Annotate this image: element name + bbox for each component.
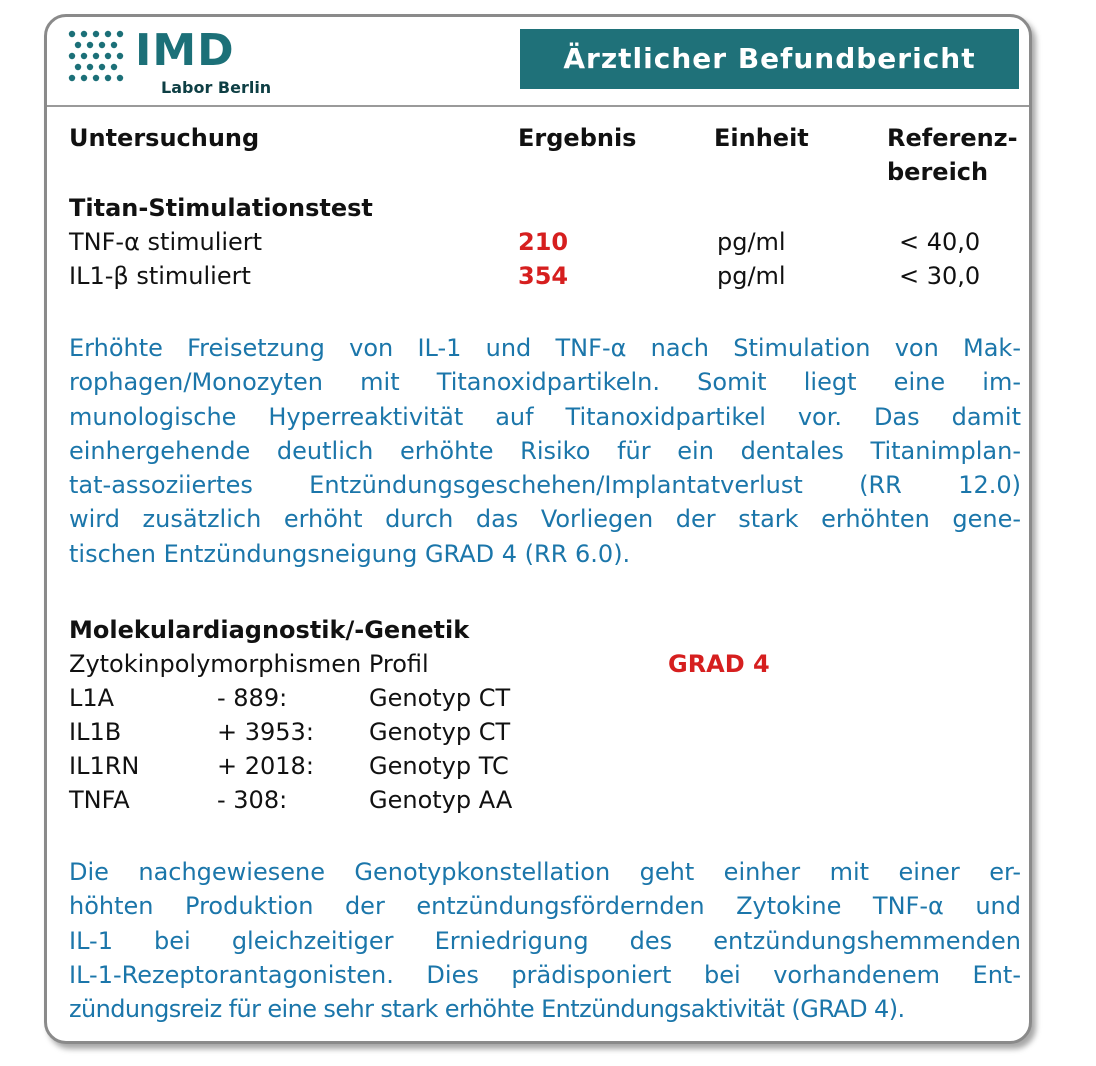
test-name: IL1-β stimuliert bbox=[69, 262, 251, 290]
gene-name: L1A bbox=[69, 684, 115, 712]
report-header bbox=[47, 17, 1029, 107]
text-line: Die nachgewiesene Genotypkonstellation geht einher mit einer er- bbox=[69, 858, 1021, 886]
test-reference: < 30,0 bbox=[899, 262, 981, 290]
text-line: IL-1 bei gleichzeitiger Erniedrigung des entzündungshemmenden bbox=[69, 926, 1021, 955]
column-header-result: Ergebnis bbox=[518, 124, 637, 152]
column-header-unit: Einheit bbox=[714, 124, 809, 152]
text-line: zündungsreiz für eine sehr stark erhöhte Entzündungsaktivität (GRAD 4). bbox=[69, 995, 905, 1024]
interpretation-titan bbox=[69, 331, 1021, 571]
text-line: tat-assoziiertes Entzündungsgeschehen/Implantatverlust (RR 12.0) bbox=[69, 471, 1021, 500]
gene-name: TNFA bbox=[69, 786, 130, 814]
profile-result: GRAD 4 bbox=[668, 650, 770, 678]
profile-label: Zytokinpolymorphismen Profil bbox=[69, 650, 429, 678]
test-result: 210 bbox=[518, 228, 569, 256]
gene-position: - 889: bbox=[217, 684, 288, 712]
test-result: 354 bbox=[518, 262, 569, 290]
gene-genotype: Genotyp CT bbox=[369, 718, 511, 746]
imd-logo-icon bbox=[67, 29, 129, 83]
gene-name: IL1B bbox=[69, 718, 122, 746]
report-card bbox=[44, 14, 1032, 1044]
logo-subtitle: Labor Berlin bbox=[161, 78, 272, 97]
gene-genotype: Genotyp CT bbox=[369, 684, 511, 712]
gene-position: + 2018: bbox=[217, 752, 314, 780]
test-unit: pg/ml bbox=[717, 262, 786, 290]
gene-name: IL1RN bbox=[69, 752, 140, 780]
section-title-genetics: Molekulardiagnostik/-Genetik bbox=[69, 616, 470, 644]
gene-genotype: Genotyp AA bbox=[369, 786, 513, 814]
text-line: IL-1-Rezeptorantagonisten. Dies prädisponiert bei vorhandenem Ent- bbox=[69, 960, 1021, 989]
text-line: wird zusätzlich erhöht durch das Vorliegen der stark erhöhten gene- bbox=[69, 505, 1021, 534]
gene-position: + 3953: bbox=[217, 718, 314, 746]
text-line: Erhöhte Freisetzung von IL-1 und TNF-α nach Stimulation von Mak- bbox=[69, 334, 1021, 362]
text-line: höhten Produktion der entzündungsfördernden Zytokine TNF-α und bbox=[69, 892, 1021, 921]
section-title-titan: Titan-Stimulationstest bbox=[69, 194, 373, 222]
column-header-reference-line2: bereich bbox=[887, 158, 989, 186]
test-reference: < 40,0 bbox=[899, 228, 981, 256]
column-header-test: Untersuchung bbox=[69, 124, 260, 152]
text-line: tischen Entzündungsneigung GRAD 4 (RR 6.0). bbox=[69, 539, 631, 568]
report-title: Ärztlicher Befundbericht bbox=[520, 29, 1019, 89]
interpretation-genetics bbox=[69, 855, 1021, 1026]
logo-name: IMD bbox=[135, 25, 235, 76]
gene-position: - 308: bbox=[217, 786, 288, 814]
gene-genotype: Genotyp TC bbox=[369, 752, 509, 780]
text-line: einhergehende deutlich erhöhte Risiko für ein dentales Titanimplan- bbox=[69, 436, 1021, 465]
test-unit: pg/ml bbox=[717, 228, 786, 256]
test-name: TNF-α stimuliert bbox=[69, 228, 263, 256]
text-line: munologische Hyperreaktivität auf Titanoxidpartikel vor. Das damit bbox=[69, 402, 1021, 431]
text-line: rophagen/Monozyten mit Titanoxidpartikeln. Somit liegt eine im- bbox=[69, 368, 1021, 397]
column-header-reference: Referenz- bbox=[887, 124, 1018, 152]
